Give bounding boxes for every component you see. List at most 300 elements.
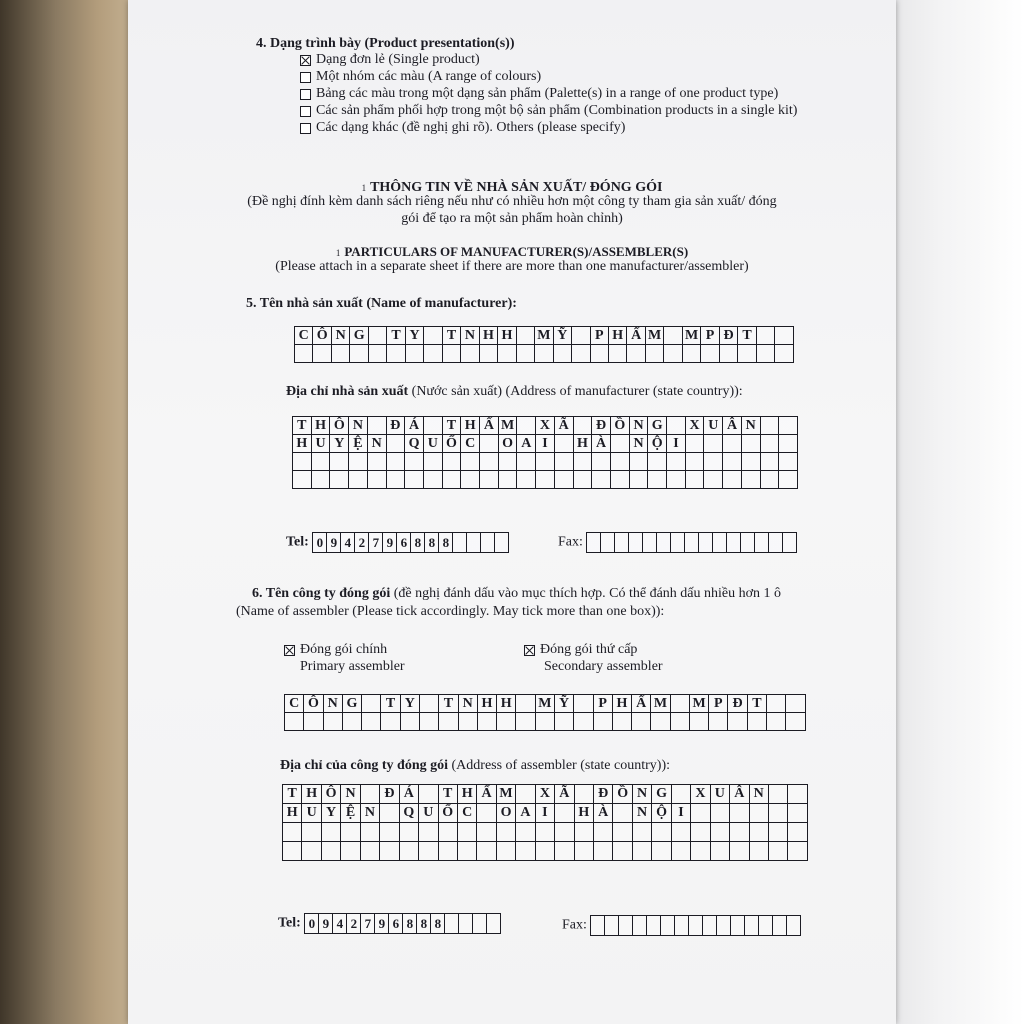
grid-cell[interactable] <box>749 804 768 823</box>
grid-cell[interactable] <box>293 471 312 489</box>
grid-cell[interactable] <box>480 453 499 471</box>
option-combination-kit[interactable] <box>300 103 797 119</box>
digit-cell[interactable]: 8 <box>416 913 431 934</box>
grid-cell[interactable]: N <box>341 785 360 804</box>
grid-cell[interactable]: C <box>457 804 476 823</box>
digit-cell[interactable]: 8 <box>402 913 417 934</box>
grid-cell[interactable] <box>457 823 476 842</box>
grid-cell[interactable] <box>498 345 516 363</box>
grid-cell[interactable] <box>573 471 592 489</box>
grid-cell[interactable] <box>670 695 689 713</box>
digit-cell[interactable]: 8 <box>424 532 439 553</box>
grid-cell[interactable]: Ệ <box>349 435 368 453</box>
digit-cell[interactable] <box>590 915 605 936</box>
grid-cell[interactable]: Y <box>400 695 419 713</box>
grid-cell[interactable] <box>760 435 779 453</box>
grid-cell[interactable] <box>779 453 798 471</box>
grid-cell[interactable] <box>709 713 728 731</box>
grid-cell[interactable] <box>710 823 729 842</box>
grid-cell[interactable]: Đ <box>386 417 405 435</box>
grid-cell[interactable] <box>516 842 535 861</box>
digit-cell[interactable] <box>480 532 495 553</box>
grid-cell[interactable] <box>405 471 424 489</box>
digit-cell[interactable]: 8 <box>430 913 445 934</box>
grid-cell[interactable] <box>760 417 779 435</box>
grid-cell[interactable] <box>458 713 477 731</box>
digit-cell[interactable]: 6 <box>388 913 403 934</box>
grid-cell[interactable] <box>360 823 379 842</box>
grid-cell[interactable]: M <box>645 327 663 345</box>
grid-cell[interactable] <box>749 842 768 861</box>
grid-cell[interactable] <box>341 823 360 842</box>
grid-cell[interactable] <box>608 345 626 363</box>
grid-cell[interactable] <box>574 785 593 804</box>
grid-cell[interactable]: H <box>461 417 480 435</box>
digit-cell[interactable] <box>786 915 801 936</box>
grid-cell[interactable] <box>760 471 779 489</box>
grid-cell[interactable]: G <box>350 327 368 345</box>
grid-cell[interactable] <box>442 345 460 363</box>
grid-cell[interactable]: T <box>293 417 312 435</box>
grid-cell[interactable]: Ồ <box>613 785 632 804</box>
grid-cell[interactable] <box>613 804 632 823</box>
grid-cell[interactable]: H <box>573 435 592 453</box>
grid-cell[interactable]: N <box>632 804 651 823</box>
grid-cell[interactable] <box>756 327 774 345</box>
grid-cell[interactable] <box>730 804 749 823</box>
grid-cell[interactable] <box>423 471 442 489</box>
grid-cell[interactable] <box>362 695 381 713</box>
grid-cell[interactable] <box>651 713 670 731</box>
grid-cell[interactable]: U <box>704 417 723 435</box>
grid-cell[interactable] <box>380 823 399 842</box>
grid-cell[interactable]: Y <box>405 327 423 345</box>
grid-cell[interactable]: N <box>367 435 386 453</box>
option-others[interactable] <box>300 120 797 136</box>
grid-cell[interactable] <box>554 453 573 471</box>
grid-cell[interactable] <box>380 804 399 823</box>
grid-cell[interactable]: H <box>283 804 302 823</box>
grid-cell[interactable] <box>516 345 534 363</box>
grid-cell[interactable] <box>574 713 593 731</box>
primary-assembler-option[interactable] <box>284 642 405 675</box>
grid-cell[interactable]: N <box>349 417 368 435</box>
grid-cell[interactable] <box>730 842 749 861</box>
grid-cell[interactable] <box>386 435 405 453</box>
grid-cell[interactable] <box>592 471 611 489</box>
grid-cell[interactable]: M <box>496 785 515 804</box>
grid-cell[interactable] <box>457 842 476 861</box>
grid-cell[interactable] <box>535 713 554 731</box>
grid-cell[interactable]: H <box>457 785 476 804</box>
grid-cell[interactable] <box>442 453 461 471</box>
grid-cell[interactable] <box>461 345 479 363</box>
grid-cell[interactable] <box>632 823 651 842</box>
digit-cell[interactable]: 0 <box>312 532 327 553</box>
grid-cell[interactable] <box>648 471 667 489</box>
grid-cell[interactable]: U <box>302 804 321 823</box>
checkbox-checked-icon[interactable] <box>284 645 295 656</box>
checkbox-icon[interactable] <box>300 89 311 100</box>
grid-cell[interactable] <box>767 713 786 731</box>
grid-cell[interactable] <box>779 435 798 453</box>
digit-cell[interactable] <box>600 532 615 553</box>
digit-cell[interactable]: 8 <box>410 532 425 553</box>
grid-cell[interactable]: Â <box>730 785 749 804</box>
grid-cell[interactable] <box>574 842 593 861</box>
grid-cell[interactable] <box>442 471 461 489</box>
digit-cell[interactable]: 7 <box>360 913 375 934</box>
grid-cell[interactable]: O <box>496 804 515 823</box>
grid-cell[interactable] <box>480 471 499 489</box>
grid-cell[interactable]: T <box>438 785 457 804</box>
option-palette[interactable] <box>300 86 797 102</box>
grid-cell[interactable]: N <box>360 804 379 823</box>
grid-cell[interactable] <box>670 713 689 731</box>
grid-cell[interactable]: Đ <box>594 785 613 804</box>
grid-cell[interactable] <box>741 435 760 453</box>
grid-cell[interactable]: H <box>302 785 321 804</box>
grid-cell[interactable] <box>768 785 787 804</box>
checkbox-checked-icon[interactable] <box>524 645 535 656</box>
grid-cell[interactable]: T <box>283 785 302 804</box>
grid-cell[interactable] <box>788 823 808 842</box>
grid-cell[interactable] <box>516 695 535 713</box>
grid-cell[interactable] <box>516 823 535 842</box>
grid-cell[interactable] <box>496 823 515 842</box>
grid-cell[interactable] <box>554 471 573 489</box>
grid-cell[interactable] <box>438 823 457 842</box>
grid-cell[interactable] <box>760 453 779 471</box>
grid-cell[interactable]: P <box>701 327 719 345</box>
grid-cell[interactable] <box>786 713 806 731</box>
manufacturer-tel-field[interactable] <box>312 532 509 553</box>
digit-cell[interactable]: 0 <box>304 913 319 934</box>
grid-cell[interactable] <box>293 453 312 471</box>
grid-cell[interactable]: T <box>442 327 460 345</box>
grid-cell[interactable]: Đ <box>592 417 611 435</box>
digit-cell[interactable] <box>698 532 713 553</box>
grid-cell[interactable] <box>594 842 613 861</box>
grid-cell[interactable]: Ã <box>555 785 574 804</box>
grid-cell[interactable] <box>691 842 710 861</box>
grid-cell[interactable]: Ã <box>554 417 573 435</box>
grid-cell[interactable] <box>477 713 496 731</box>
grid-cell[interactable] <box>554 435 573 453</box>
grid-cell[interactable]: Ồ <box>610 417 629 435</box>
digit-cell[interactable]: 4 <box>332 913 347 934</box>
grid-cell[interactable]: M <box>682 327 700 345</box>
grid-cell[interactable]: Ệ <box>341 804 360 823</box>
grid-cell[interactable] <box>419 842 438 861</box>
grid-cell[interactable] <box>424 327 442 345</box>
grid-cell[interactable] <box>419 785 438 804</box>
digit-cell[interactable] <box>472 913 487 934</box>
grid-cell[interactable] <box>667 471 686 489</box>
grid-cell[interactable] <box>424 345 442 363</box>
grid-cell[interactable] <box>423 417 442 435</box>
grid-cell[interactable] <box>573 453 592 471</box>
digit-cell[interactable] <box>730 915 745 936</box>
grid-cell[interactable] <box>497 713 516 731</box>
grid-cell[interactable]: X <box>536 417 555 435</box>
secondary-assembler-option[interactable] <box>524 642 663 675</box>
grid-cell[interactable]: P <box>709 695 728 713</box>
grid-cell[interactable] <box>632 842 651 861</box>
grid-cell[interactable] <box>775 327 794 345</box>
grid-cell[interactable] <box>419 713 438 731</box>
grid-cell[interactable] <box>768 804 787 823</box>
grid-cell[interactable] <box>554 713 573 731</box>
grid-cell[interactable]: M <box>535 327 553 345</box>
grid-cell[interactable] <box>652 842 671 861</box>
grid-cell[interactable] <box>400 713 419 731</box>
grid-cell[interactable] <box>535 823 554 842</box>
grid-cell[interactable] <box>516 785 535 804</box>
grid-cell[interactable] <box>768 842 787 861</box>
grid-cell[interactable]: I <box>536 435 555 453</box>
grid-cell[interactable] <box>330 471 349 489</box>
grid-cell[interactable] <box>667 417 686 435</box>
grid-cell[interactable] <box>362 713 381 731</box>
grid-cell[interactable] <box>572 327 590 345</box>
grid-cell[interactable]: Y <box>321 804 340 823</box>
grid-cell[interactable] <box>295 345 313 363</box>
grid-cell[interactable] <box>498 471 517 489</box>
grid-cell[interactable] <box>555 823 574 842</box>
option-range-of-colours[interactable] <box>300 69 797 85</box>
grid-cell[interactable]: H <box>498 327 516 345</box>
grid-cell[interactable] <box>592 453 611 471</box>
grid-cell[interactable] <box>704 435 723 453</box>
manufacturer-address-grid[interactable] <box>292 416 798 489</box>
grid-cell[interactable] <box>342 713 361 731</box>
grid-cell[interactable] <box>728 713 747 731</box>
grid-cell[interactable]: H <box>608 327 626 345</box>
grid-cell[interactable] <box>710 804 729 823</box>
grid-cell[interactable] <box>553 345 571 363</box>
grid-cell[interactable] <box>671 842 690 861</box>
assembler-name-grid[interactable] <box>284 694 806 731</box>
grid-cell[interactable] <box>767 695 786 713</box>
grid-cell[interactable]: N <box>458 695 477 713</box>
grid-cell[interactable] <box>723 453 742 471</box>
grid-cell[interactable]: U <box>419 804 438 823</box>
grid-cell[interactable]: Ô <box>321 785 340 804</box>
digit-cell[interactable] <box>452 532 467 553</box>
digit-cell[interactable]: 4 <box>340 532 355 553</box>
grid-cell[interactable] <box>612 713 631 731</box>
grid-cell[interactable] <box>283 823 302 842</box>
grid-cell[interactable]: H <box>612 695 631 713</box>
digit-cell[interactable] <box>642 532 657 553</box>
grid-cell[interactable]: H <box>574 804 593 823</box>
grid-cell[interactable]: Á <box>405 417 424 435</box>
grid-cell[interactable] <box>741 471 760 489</box>
grid-cell[interactable]: A <box>517 435 536 453</box>
digit-cell[interactable]: 7 <box>368 532 383 553</box>
grid-cell[interactable] <box>423 453 442 471</box>
digit-cell[interactable]: 9 <box>382 532 397 553</box>
grid-cell[interactable]: Q <box>399 804 418 823</box>
grid-cell[interactable] <box>786 695 806 713</box>
grid-cell[interactable] <box>386 453 405 471</box>
manufacturer-fax-field[interactable] <box>586 532 797 553</box>
grid-cell[interactable] <box>685 471 704 489</box>
grid-cell[interactable]: T <box>387 327 405 345</box>
grid-cell[interactable]: X <box>691 785 710 804</box>
grid-cell[interactable] <box>536 453 555 471</box>
checkbox-icon[interactable] <box>300 106 311 117</box>
grid-cell[interactable] <box>517 471 536 489</box>
grid-cell[interactable] <box>664 345 682 363</box>
grid-cell[interactable] <box>331 345 349 363</box>
grid-cell[interactable] <box>283 842 302 861</box>
grid-cell[interactable]: T <box>381 695 400 713</box>
grid-cell[interactable]: N <box>629 435 648 453</box>
grid-cell[interactable] <box>419 823 438 842</box>
grid-cell[interactable] <box>498 453 517 471</box>
digit-cell[interactable] <box>660 915 675 936</box>
grid-cell[interactable]: O <box>498 435 517 453</box>
digit-cell[interactable] <box>772 915 787 936</box>
grid-cell[interactable] <box>517 453 536 471</box>
grid-cell[interactable] <box>555 842 574 861</box>
assembler-tel-field[interactable] <box>304 913 501 934</box>
grid-cell[interactable]: Ô <box>330 417 349 435</box>
grid-cell[interactable] <box>741 453 760 471</box>
grid-cell[interactable] <box>610 471 629 489</box>
grid-cell[interactable]: Y <box>330 435 349 453</box>
grid-cell[interactable] <box>321 823 340 842</box>
grid-cell[interactable] <box>477 842 496 861</box>
grid-cell[interactable] <box>438 842 457 861</box>
grid-cell[interactable] <box>367 417 386 435</box>
assembler-fax-field[interactable] <box>590 915 801 936</box>
grid-cell[interactable] <box>399 842 418 861</box>
digit-cell[interactable] <box>674 915 689 936</box>
checkbox-icon[interactable] <box>300 72 311 83</box>
grid-cell[interactable] <box>304 713 323 731</box>
grid-cell[interactable]: I <box>671 804 690 823</box>
grid-cell[interactable]: M <box>498 417 517 435</box>
grid-cell[interactable] <box>350 345 368 363</box>
grid-cell[interactable] <box>723 435 742 453</box>
grid-cell[interactable] <box>632 713 651 731</box>
grid-cell[interactable] <box>479 345 497 363</box>
grid-cell[interactable] <box>480 435 499 453</box>
checkbox-checked-icon[interactable] <box>300 55 311 66</box>
grid-cell[interactable]: Ẩ <box>632 695 651 713</box>
grid-cell[interactable] <box>779 417 798 435</box>
grid-cell[interactable]: Ô <box>313 327 331 345</box>
digit-cell[interactable] <box>632 915 647 936</box>
grid-cell[interactable]: C <box>295 327 313 345</box>
digit-cell[interactable]: 9 <box>318 913 333 934</box>
manufacturer-name-grid[interactable] <box>294 326 794 363</box>
grid-cell[interactable] <box>360 842 379 861</box>
digit-cell[interactable] <box>646 915 661 936</box>
grid-cell[interactable]: P <box>593 695 612 713</box>
grid-cell[interactable]: X <box>685 417 704 435</box>
grid-cell[interactable] <box>380 842 399 861</box>
grid-cell[interactable]: Đ <box>728 695 747 713</box>
digit-cell[interactable] <box>628 532 643 553</box>
digit-cell[interactable] <box>702 915 717 936</box>
digit-cell[interactable] <box>726 532 741 553</box>
grid-cell[interactable]: X <box>535 785 554 804</box>
grid-cell[interactable] <box>613 842 632 861</box>
digit-cell[interactable] <box>604 915 619 936</box>
grid-cell[interactable] <box>691 804 710 823</box>
digit-cell[interactable] <box>670 532 685 553</box>
grid-cell[interactable] <box>360 785 379 804</box>
grid-cell[interactable] <box>593 713 612 731</box>
digit-cell[interactable] <box>586 532 601 553</box>
grid-cell[interactable] <box>719 345 737 363</box>
grid-cell[interactable] <box>535 842 554 861</box>
grid-cell[interactable] <box>610 453 629 471</box>
grid-cell[interactable] <box>701 345 719 363</box>
grid-cell[interactable]: Ố <box>438 804 457 823</box>
grid-cell[interactable] <box>368 345 386 363</box>
grid-cell[interactable]: Ỹ <box>554 695 573 713</box>
grid-cell[interactable] <box>629 471 648 489</box>
grid-cell[interactable] <box>381 713 400 731</box>
grid-cell[interactable]: Ỹ <box>553 327 571 345</box>
grid-cell[interactable] <box>399 823 418 842</box>
grid-cell[interactable] <box>368 327 386 345</box>
grid-cell[interactable] <box>419 695 438 713</box>
grid-cell[interactable] <box>648 453 667 471</box>
grid-cell[interactable] <box>710 842 729 861</box>
grid-cell[interactable]: C <box>285 695 304 713</box>
grid-cell[interactable] <box>704 453 723 471</box>
grid-cell[interactable] <box>477 804 496 823</box>
option-single-product[interactable] <box>300 52 797 68</box>
grid-cell[interactable]: G <box>652 785 671 804</box>
grid-cell[interactable]: H <box>479 327 497 345</box>
grid-cell[interactable]: N <box>749 785 768 804</box>
digit-cell[interactable] <box>716 915 731 936</box>
digit-cell[interactable] <box>744 915 759 936</box>
grid-cell[interactable]: Đ <box>380 785 399 804</box>
grid-cell[interactable]: Ô <box>304 695 323 713</box>
grid-cell[interactable] <box>691 823 710 842</box>
grid-cell[interactable] <box>477 823 496 842</box>
grid-cell[interactable]: À <box>592 435 611 453</box>
digit-cell[interactable] <box>758 915 773 936</box>
grid-cell[interactable]: Ộ <box>652 804 671 823</box>
grid-cell[interactable]: T <box>747 695 766 713</box>
grid-cell[interactable]: Ộ <box>648 435 667 453</box>
grid-cell[interactable] <box>704 471 723 489</box>
grid-cell[interactable] <box>671 823 690 842</box>
digit-cell[interactable] <box>494 532 509 553</box>
grid-cell[interactable] <box>738 345 756 363</box>
grid-cell[interactable] <box>341 842 360 861</box>
digit-cell[interactable] <box>466 532 481 553</box>
grid-cell[interactable]: U <box>710 785 729 804</box>
grid-cell[interactable]: C <box>461 435 480 453</box>
grid-cell[interactable]: M <box>535 695 554 713</box>
grid-cell[interactable]: I <box>535 804 554 823</box>
grid-cell[interactable] <box>788 785 808 804</box>
grid-cell[interactable] <box>387 345 405 363</box>
grid-cell[interactable] <box>590 345 608 363</box>
grid-cell[interactable] <box>461 453 480 471</box>
digit-cell[interactable] <box>768 532 783 553</box>
